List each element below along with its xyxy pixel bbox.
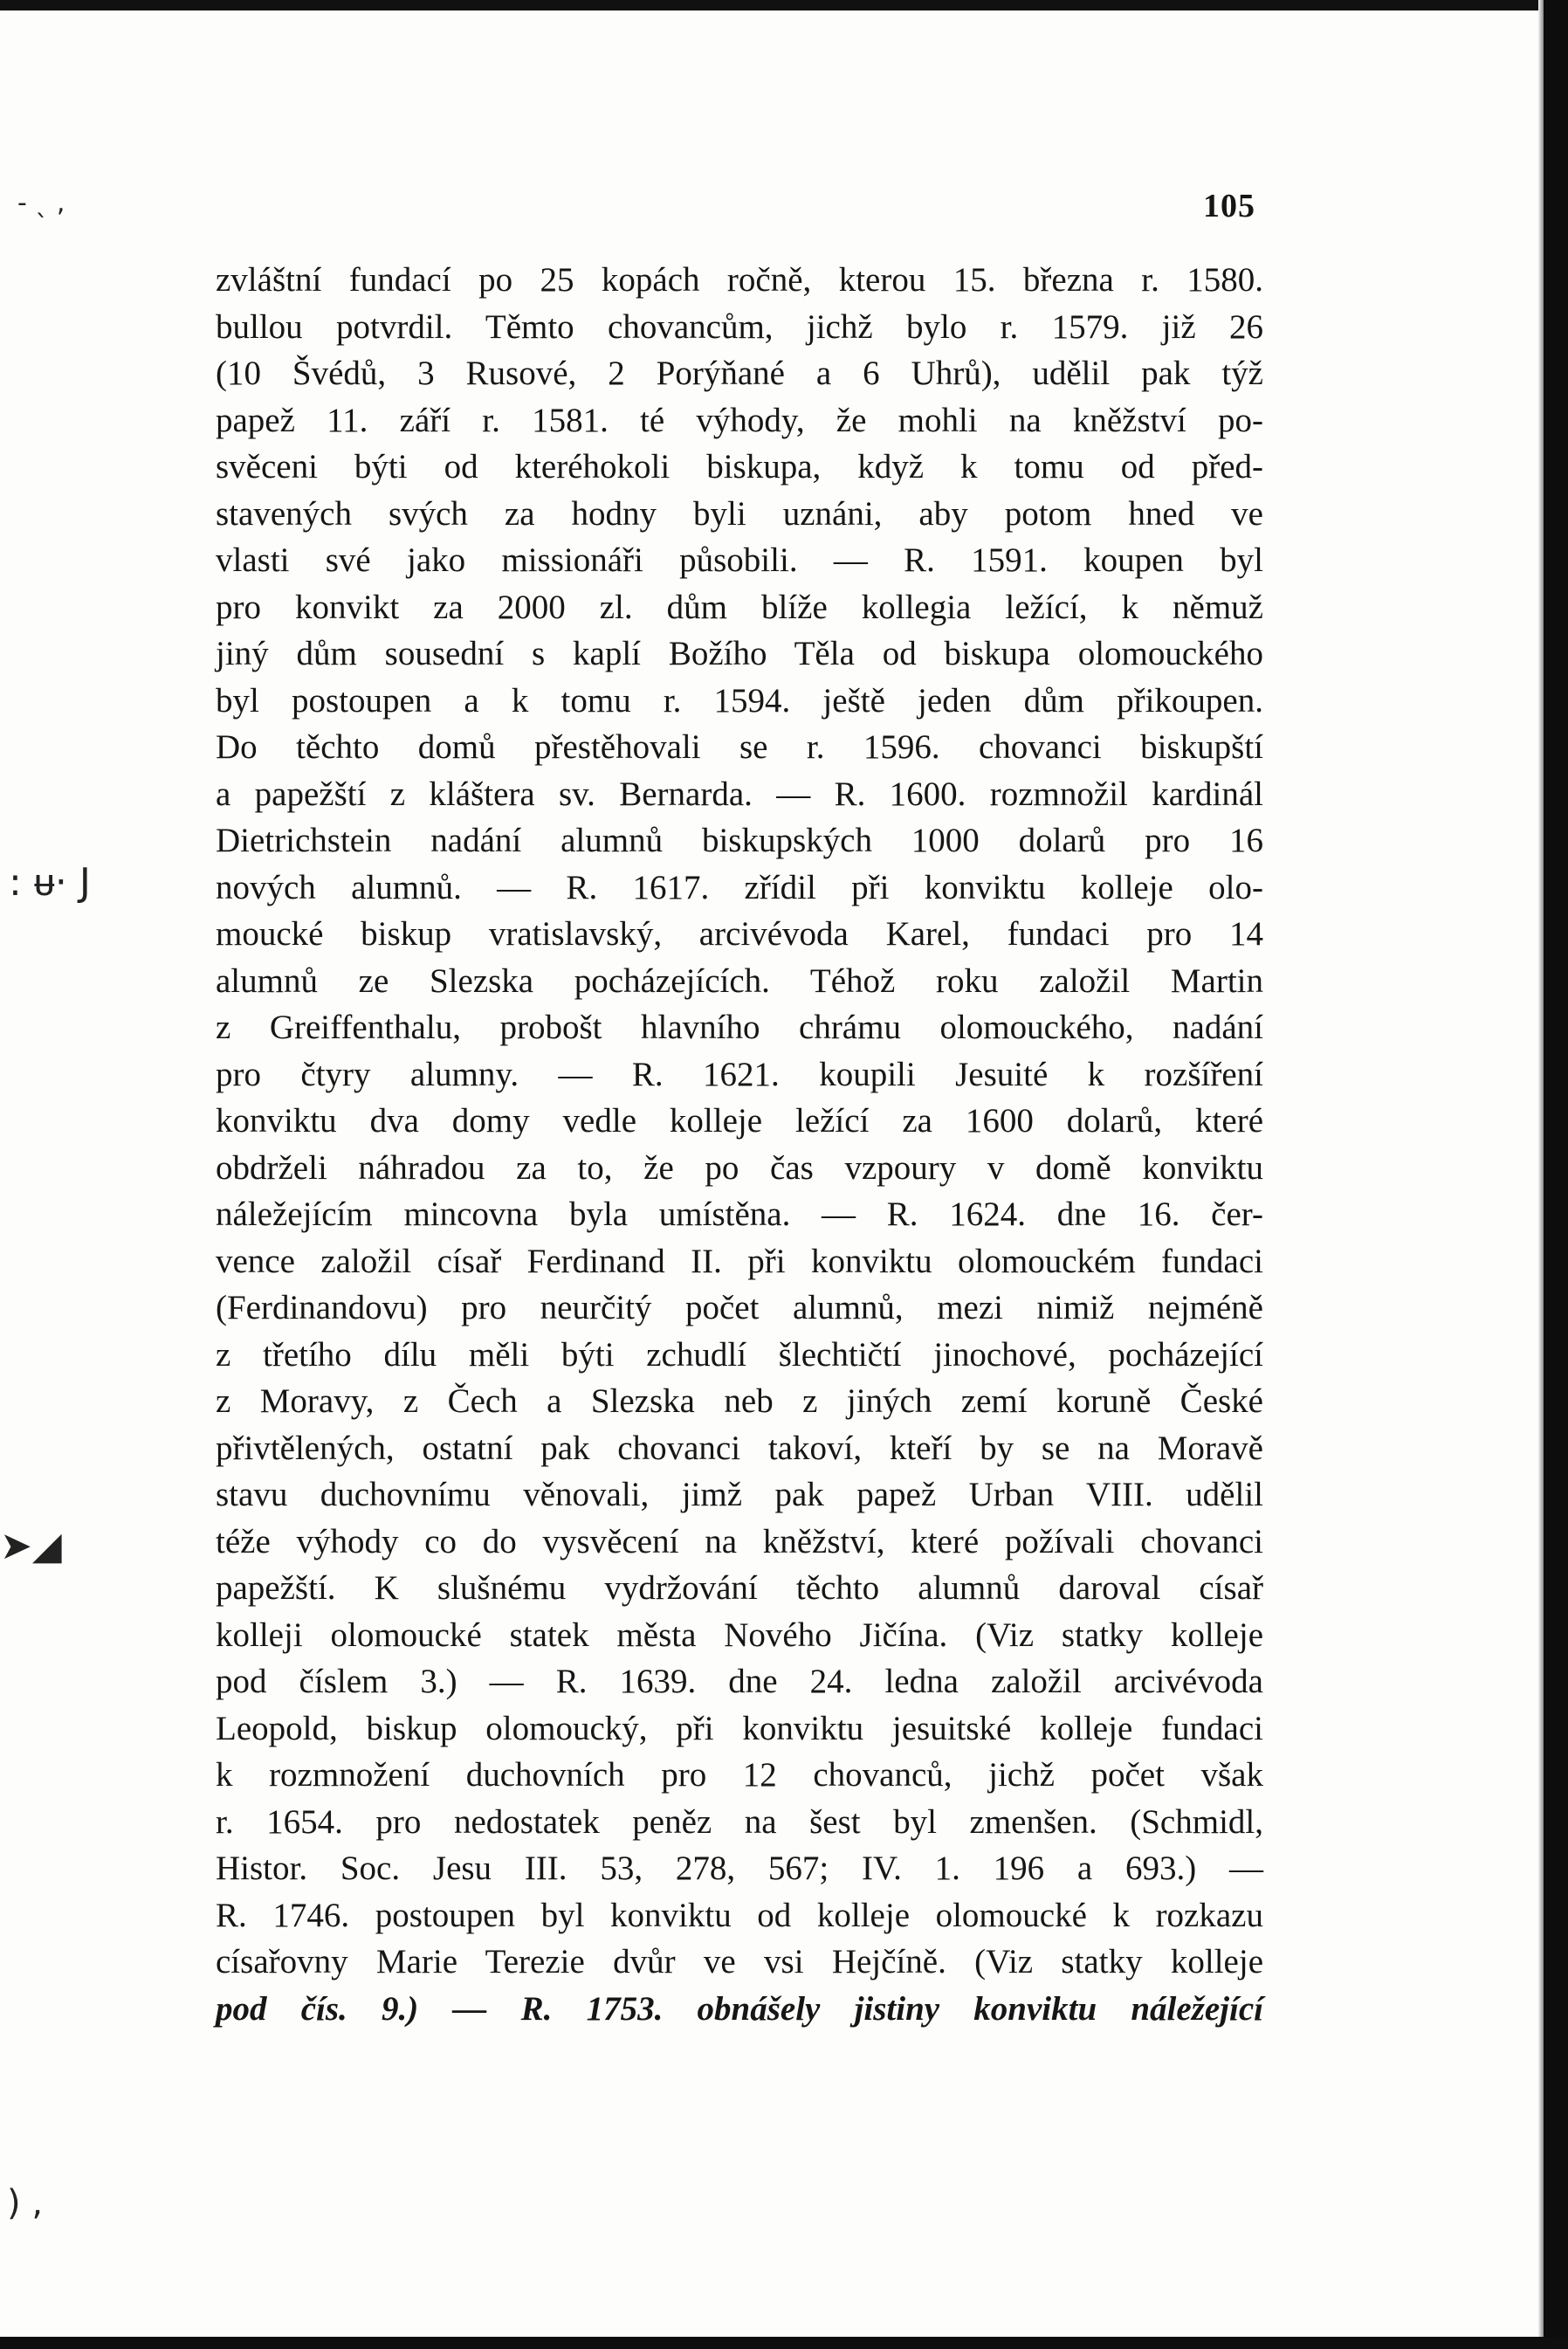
text-line: nových alumnů. — R. 1617. zřídil při konviktu kolleje olo- bbox=[216, 868, 1263, 906]
text-line: byl postoupen a k tomu r. 1594. ještě jeden dům přikoupen. bbox=[216, 681, 1263, 720]
text-line: z třetího dílu měli býti zchudlí šlechtičtí jinochové, pocházející bbox=[216, 1335, 1263, 1374]
text-line: přivtělených, ostatní pak chovanci takoví, kteří by se na Moravě bbox=[216, 1429, 1263, 1467]
text-line: (10 Švédů, 3 Rusové, 2 Porýňané a 6 Uhrů), udělil pak týž bbox=[216, 355, 1263, 392]
body-text bbox=[216, 257, 1263, 2032]
text-line: z Greiffenthalu, probošt hlavního chrámu olomouckého, nadání bbox=[216, 1009, 1263, 1046]
text-line: Histor. Soc. Jesu III. 53, 278, 567; IV. 1. 196 a 693.) — bbox=[216, 1850, 1263, 1887]
text-line: zvláštní fundací po 25 kopách ročně, kterou 15. března r. 1580. bbox=[216, 261, 1263, 299]
text-line: r. 1654. pro nedostatek peněz na šest byl zmenšen. (Schmidl, bbox=[216, 1802, 1263, 1841]
text-line: kolleji olomoucké statek města Nového Jičína. (Viz statky kolleje bbox=[216, 1615, 1263, 1654]
margin-smudge: ➤◢ bbox=[0, 1524, 62, 1568]
text-line: vence založil císař Ferdinand II. při konviktu olomouckém fundaci bbox=[216, 1242, 1263, 1280]
text-line: Dietrichstein nadání alumnů biskupských 1000 dolarů pro 16 bbox=[216, 822, 1263, 859]
text-line: pod čís. 9.) — R. 1753. obnášely jistiny konviktu náležející bbox=[216, 1989, 1263, 2028]
text-line: jiný dům sousední s kaplí Božího Těla od biskupa olomouckého bbox=[216, 635, 1263, 672]
text-line: moucké biskup vratislavský, arcivévoda Karel, fundaci pro 14 bbox=[216, 915, 1263, 953]
text-line: téže výhody co do vysvěcení na kněžství, které požívali chovanci bbox=[216, 1522, 1263, 1560]
margin-smudge: - ˎ , bbox=[17, 188, 65, 218]
scan-border-bottom bbox=[0, 2337, 1568, 2349]
text-line: vlasti své jako missionáři působili. — R. 1591. koupen byl bbox=[216, 541, 1263, 579]
text-line: pod číslem 3.) — R. 1639. dne 24. ledna založil arcivévoda bbox=[216, 1663, 1263, 1700]
text-line: pro čtyry alumny. — R. 1621. koupili Jesuité k rozšíření bbox=[216, 1055, 1263, 1093]
text-line: z Moravy, z Čech a Slezska neb z jiných zemí koruně České bbox=[216, 1382, 1263, 1420]
text-line: alumnů ze Slezska pocházejících. Téhož roku založil Martin bbox=[216, 961, 1263, 1000]
text-line: bullou potvrdil. Těmto chovancům, jichž bylo r. 1579. již 26 bbox=[216, 307, 1263, 346]
text-line: (Ferdinandovu) pro neurčitý počet alumnů, mezi nimiž nejméně bbox=[216, 1289, 1263, 1326]
text-line: stavu duchovnímu věnovali, jimž pak papež Urban VIII. udělil bbox=[216, 1476, 1263, 1513]
scan-border-top bbox=[0, 0, 1568, 10]
text-line: konviktu dva domy vedle kolleje ležící za 1600 dolarů, které bbox=[216, 1102, 1263, 1140]
text-line: k rozmnožení duchovních pro 12 chovanců, jichž počet však bbox=[216, 1756, 1263, 1794]
text-line: a papežští z kláštera sv. Bernarda. — R. 1600. rozmnožil kardinál bbox=[216, 775, 1263, 813]
text-line: papežští. K slušnému vydržování těchto alumnů daroval císař bbox=[216, 1569, 1263, 1607]
text-line: papež 11. září r. 1581. té výhody, že mohli na kněžství po- bbox=[216, 401, 1263, 439]
text-line: císařovny Marie Terezie dvůr ve vsi Hejčíně. (Viz statky kolleje bbox=[216, 1943, 1263, 1980]
text-line: pro konvikt za 2000 zl. dům blíže kollegia ležící, k němuž bbox=[216, 588, 1263, 626]
text-line: R. 1746. postoupen byl konviktu od kolleje olomoucké k rozkazu bbox=[216, 1896, 1263, 1934]
text-line: Do těchto domů přestěhovali se r. 1596. chovanci biskupští bbox=[216, 728, 1263, 766]
margin-smudge: ) , bbox=[7, 2183, 44, 2223]
page-number: 105 bbox=[1203, 188, 1255, 224]
margin-smudge: : ᵾ· J bbox=[9, 860, 91, 905]
text-line: svěceni býti od kteréhokoli biskupa, když k tomu od před- bbox=[216, 448, 1263, 486]
scan-border-right bbox=[1544, 0, 1568, 2349]
text-line: obdrželi náhradou za to, že po čas vzpoury v domě konviktu bbox=[216, 1148, 1263, 1187]
text-line: náležejícím mincovna byla umístěna. — R. 1624. dne 16. čer- bbox=[216, 1195, 1263, 1233]
text-line: stavených svých za hodny byli uznáni, aby potom hned ve bbox=[216, 494, 1263, 533]
text-line: Leopold, biskup olomoucký, při konviktu jesuitské kolleje fundaci bbox=[216, 1709, 1263, 1747]
